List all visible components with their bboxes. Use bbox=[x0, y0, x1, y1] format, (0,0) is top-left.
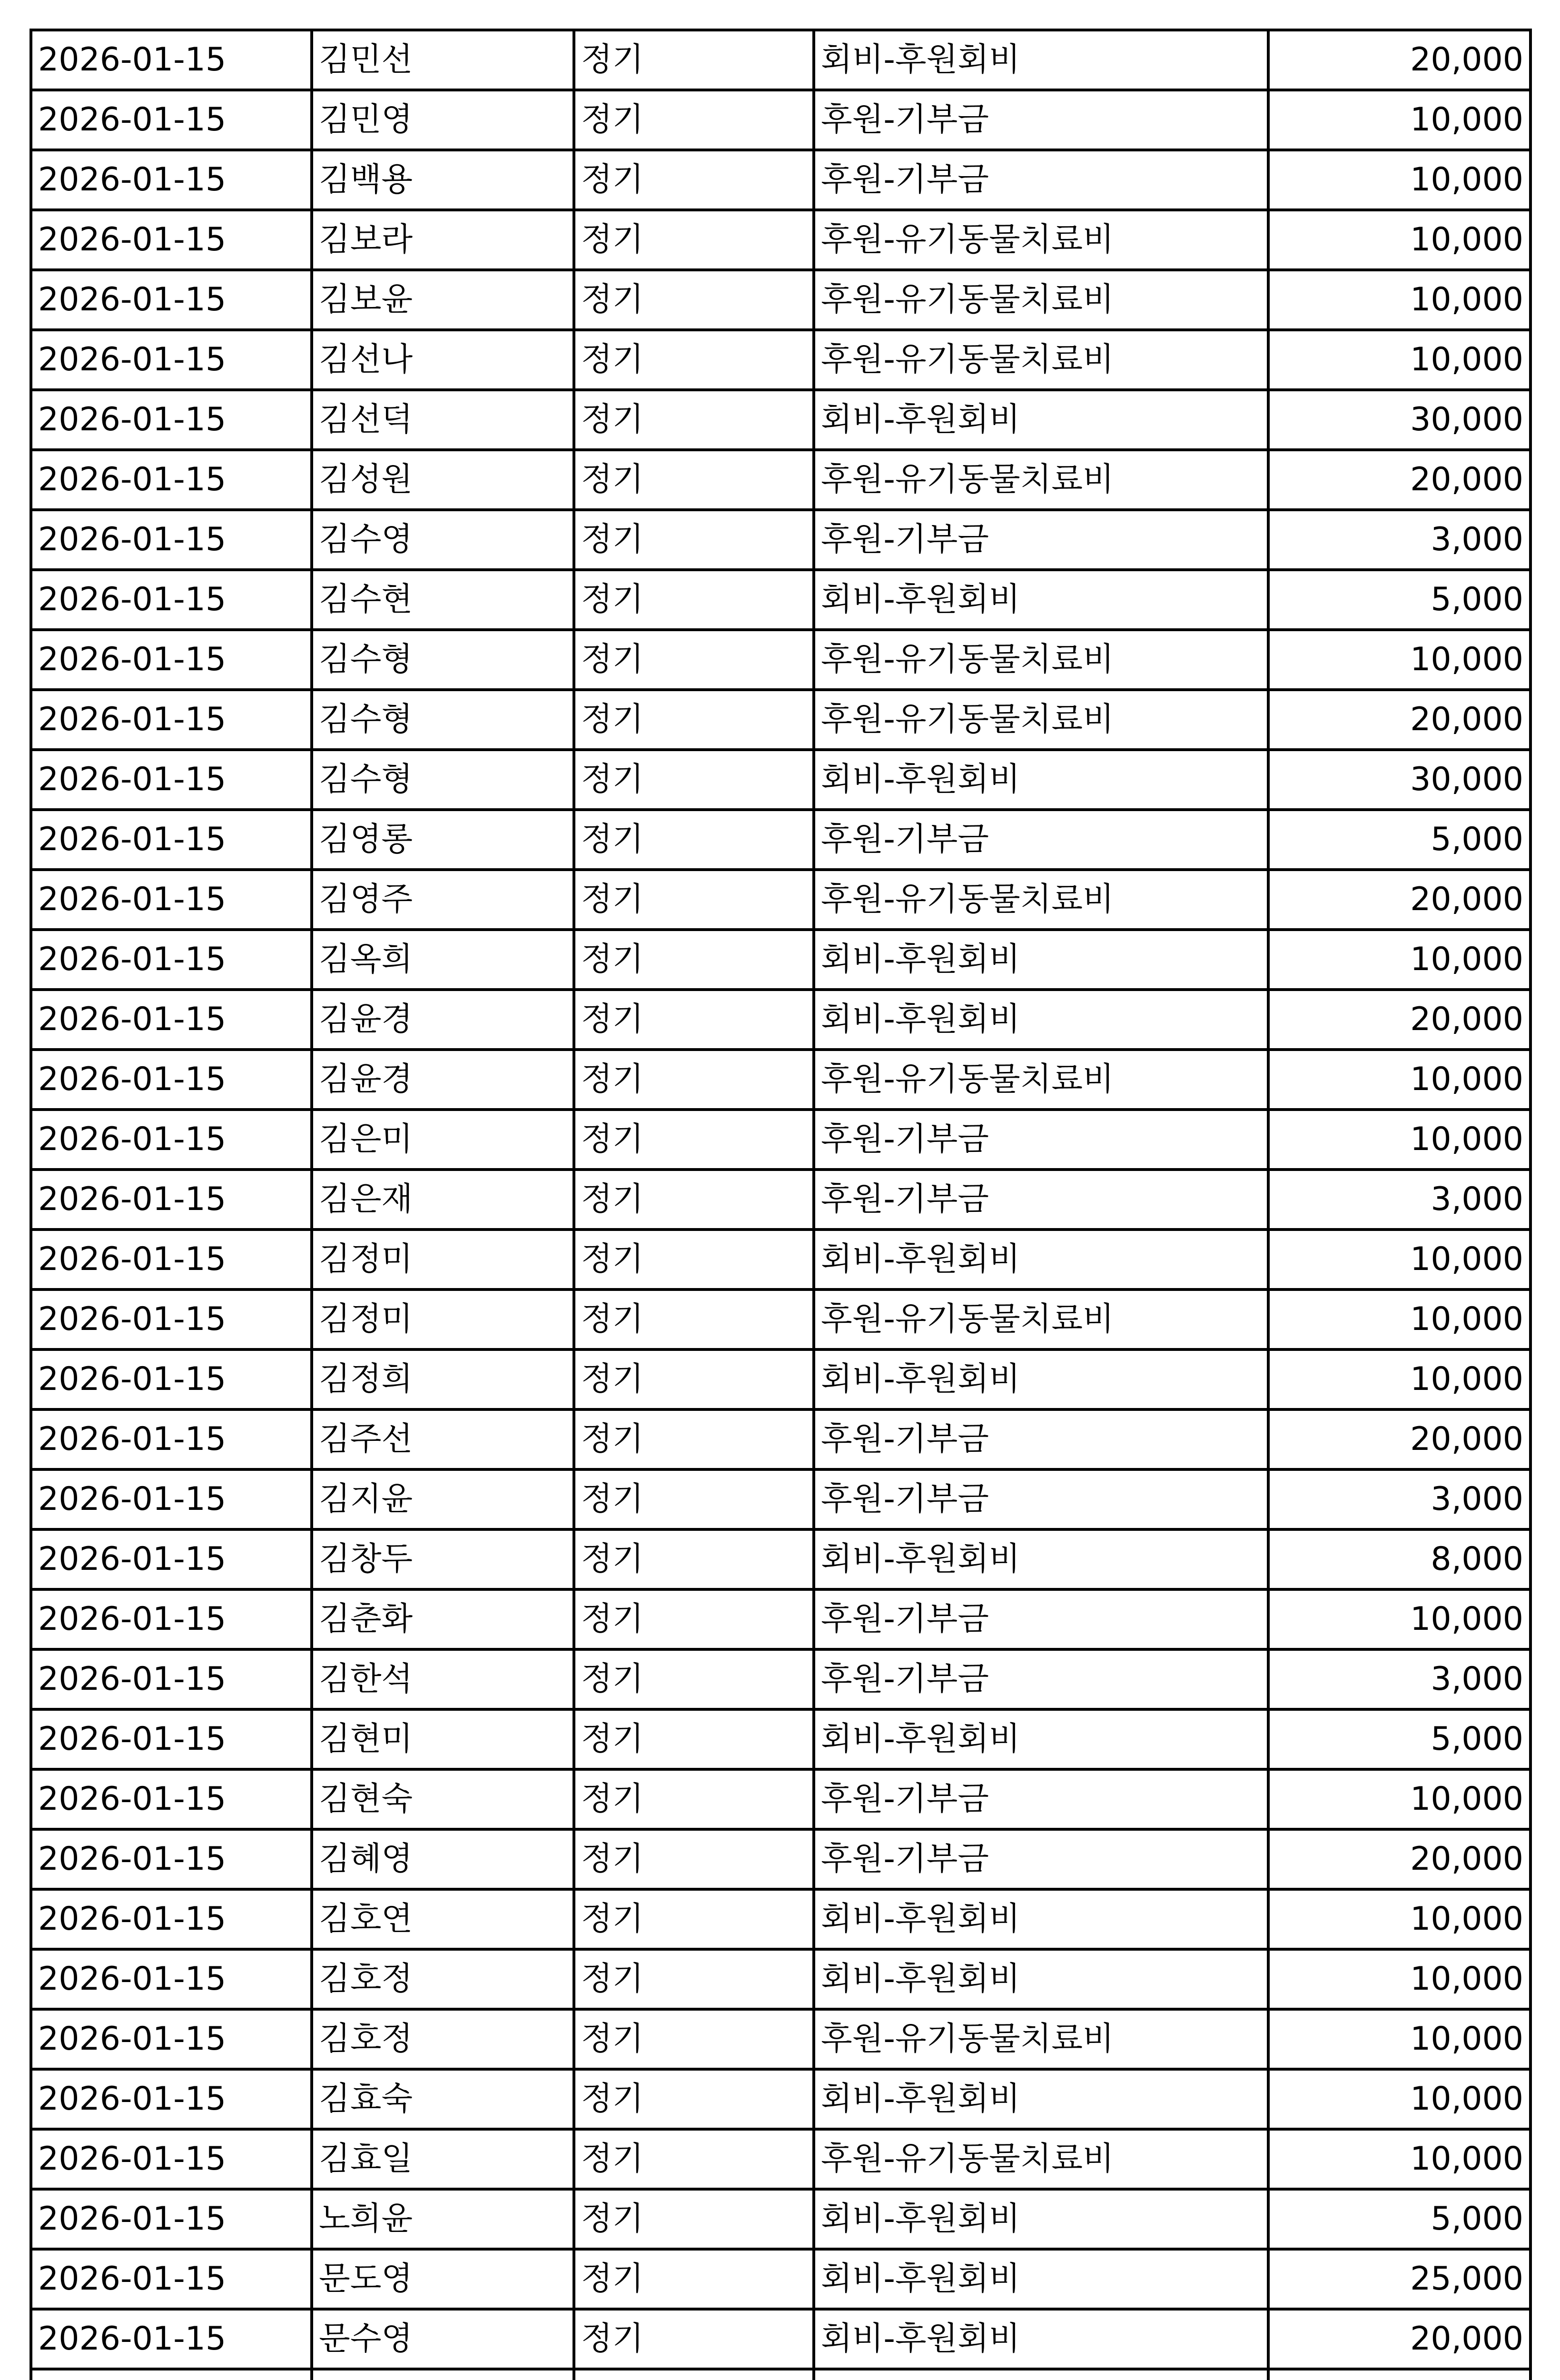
date-cell: 2026-01-15 bbox=[31, 510, 312, 570]
amount-cell: 10,000 bbox=[1268, 90, 1530, 150]
donor-name-cell: 김현숙 bbox=[312, 1769, 574, 1829]
table-row bbox=[31, 630, 1530, 690]
category-cell: 회비-후원회비 bbox=[814, 570, 1268, 630]
amount-cell: 5,000 bbox=[1268, 1709, 1530, 1769]
amount-cell: 25,000 bbox=[1268, 2249, 1530, 2309]
donation-type-cell bbox=[574, 2369, 814, 2380]
donor-name-cell: 문도영 bbox=[312, 2249, 574, 2309]
donor-name-cell: 김정희 bbox=[312, 1349, 574, 1409]
date-cell: 2026-01-15 bbox=[31, 2309, 312, 2369]
amount-cell: 3,000 bbox=[1268, 1469, 1530, 1529]
category-cell: 후원-기부금 bbox=[814, 1110, 1268, 1170]
amount-cell: 20,000 bbox=[1268, 30, 1530, 90]
amount-cell: 10,000 bbox=[1268, 210, 1530, 270]
donor-name-cell: 김민영 bbox=[312, 90, 574, 150]
date-cell: 2026-01-15 bbox=[31, 30, 312, 90]
donation-type-cell: 정기 bbox=[574, 210, 814, 270]
date-cell: 2026-01-15 bbox=[31, 1649, 312, 1709]
date-cell: 2026-01-15 bbox=[31, 1050, 312, 1110]
donation-type-cell: 정기 bbox=[574, 510, 814, 570]
donor-name-cell: 김창두 bbox=[312, 1529, 574, 1589]
date-cell: 2026-01-15 bbox=[31, 1529, 312, 1589]
donation-type-cell: 정기 bbox=[574, 1769, 814, 1829]
donation-type-cell: 정기 bbox=[574, 690, 814, 750]
amount-cell: 5,000 bbox=[1268, 2189, 1530, 2249]
donor-name-cell: 김민선 bbox=[312, 30, 574, 90]
amount-cell: 10,000 bbox=[1268, 1769, 1530, 1829]
donor-name-cell: 김호연 bbox=[312, 1889, 574, 1949]
date-cell: 2026-01-15 bbox=[31, 1289, 312, 1349]
category-cell: 후원-기부금 bbox=[814, 90, 1268, 150]
table-row bbox=[31, 1829, 1530, 1889]
amount-cell: 20,000 bbox=[1268, 450, 1530, 510]
donor-name-cell: 김지윤 bbox=[312, 1469, 574, 1529]
donor-name-cell: 김영주 bbox=[312, 870, 574, 930]
date-cell: 2026-01-15 bbox=[31, 2069, 312, 2129]
donation-type-cell: 정기 bbox=[574, 1469, 814, 1529]
table-row bbox=[31, 2129, 1530, 2189]
table-row bbox=[31, 1469, 1530, 1529]
date-cell: 2026-01-15 bbox=[31, 1230, 312, 1289]
donation-type-cell: 정기 bbox=[574, 1589, 814, 1649]
date-cell: 2026-01-15 bbox=[31, 1409, 312, 1469]
category-cell: 후원-유기동물치료비 bbox=[814, 450, 1268, 510]
category-cell: 후원-기부금 bbox=[814, 1469, 1268, 1529]
table-row bbox=[31, 1349, 1530, 1409]
date-cell: 2026-01-15 bbox=[31, 1769, 312, 1829]
donation-type-cell: 정기 bbox=[574, 1889, 814, 1949]
date-cell: 2026-01-15 bbox=[31, 1469, 312, 1529]
donor-name-cell: 김호정 bbox=[312, 1949, 574, 2009]
date-cell: 2026-01-15 bbox=[31, 690, 312, 750]
donor-name-cell: 김효숙 bbox=[312, 2069, 574, 2129]
table-row bbox=[31, 1050, 1530, 1110]
table-row bbox=[31, 1529, 1530, 1589]
date-cell bbox=[31, 2369, 312, 2380]
date-cell: 2026-01-15 bbox=[31, 1170, 312, 1230]
table-row bbox=[31, 870, 1530, 930]
donor-name-cell: 김수영 bbox=[312, 510, 574, 570]
donation-type-cell: 정기 bbox=[574, 810, 814, 870]
date-cell: 2026-01-15 bbox=[31, 1110, 312, 1170]
category-cell: 후원-유기동물치료비 bbox=[814, 870, 1268, 930]
amount-cell: 3,000 bbox=[1268, 1170, 1530, 1230]
category-cell: 후원-기부금 bbox=[814, 1170, 1268, 1230]
date-cell: 2026-01-15 bbox=[31, 2009, 312, 2069]
date-cell: 2026-01-15 bbox=[31, 930, 312, 990]
amount-cell: 20,000 bbox=[1268, 1829, 1530, 1889]
date-cell: 2026-01-15 bbox=[31, 1889, 312, 1949]
date-cell: 2026-01-15 bbox=[31, 90, 312, 150]
date-cell: 2026-01-15 bbox=[31, 210, 312, 270]
date-cell: 2026-01-15 bbox=[31, 1829, 312, 1889]
donor-name-cell: 김선덕 bbox=[312, 390, 574, 450]
category-cell: 회비-후원회비 bbox=[814, 2309, 1268, 2369]
table-row bbox=[31, 1649, 1530, 1709]
date-cell: 2026-01-15 bbox=[31, 2129, 312, 2189]
table-row bbox=[31, 2069, 1530, 2129]
donation-type-cell: 정기 bbox=[574, 1230, 814, 1289]
category-cell: 회비-후원회비 bbox=[814, 1889, 1268, 1949]
donation-type-cell: 정기 bbox=[574, 1349, 814, 1409]
category-cell: 회비-후원회비 bbox=[814, 750, 1268, 810]
amount-cell: 8,000 bbox=[1268, 1529, 1530, 1589]
donation-type-cell: 정기 bbox=[574, 990, 814, 1050]
donor-name-cell: 노희윤 bbox=[312, 2189, 574, 2249]
table-row bbox=[31, 2009, 1530, 2069]
table-row bbox=[31, 1409, 1530, 1469]
amount-cell: 30,000 bbox=[1268, 390, 1530, 450]
donation-type-cell: 정기 bbox=[574, 1709, 814, 1769]
donation-type-cell: 정기 bbox=[574, 90, 814, 150]
table-row bbox=[31, 270, 1530, 330]
amount-cell: 10,000 bbox=[1268, 930, 1530, 990]
category-cell: 회비-후원회비 bbox=[814, 2069, 1268, 2129]
amount-cell: 10,000 bbox=[1268, 630, 1530, 690]
donation-type-cell: 정기 bbox=[574, 1649, 814, 1709]
donation-type-cell: 정기 bbox=[574, 930, 814, 990]
amount-cell: 10,000 bbox=[1268, 1349, 1530, 1409]
date-cell: 2026-01-15 bbox=[31, 570, 312, 630]
category-cell: 후원-기부금 bbox=[814, 1589, 1268, 1649]
category-cell: 후원-기부금 bbox=[814, 1649, 1268, 1709]
donation-type-cell: 정기 bbox=[574, 450, 814, 510]
table-row bbox=[31, 150, 1530, 210]
amount-cell: 20,000 bbox=[1268, 690, 1530, 750]
donation-type-cell: 정기 bbox=[574, 1829, 814, 1889]
table-row bbox=[31, 1769, 1530, 1829]
donor-name-cell: 김선나 bbox=[312, 330, 574, 390]
donation-type-cell: 정기 bbox=[574, 2009, 814, 2069]
category-cell: 후원-유기동물치료비 bbox=[814, 210, 1268, 270]
donor-name-cell: 김춘화 bbox=[312, 1589, 574, 1649]
donation-type-cell: 정기 bbox=[574, 2309, 814, 2369]
donor-name-cell: 김보윤 bbox=[312, 270, 574, 330]
date-cell: 2026-01-15 bbox=[31, 2249, 312, 2309]
donation-type-cell: 정기 bbox=[574, 1050, 814, 1110]
table-row bbox=[31, 1170, 1530, 1230]
donor-name-cell: 김보라 bbox=[312, 210, 574, 270]
category-cell: 회비-후원회비 bbox=[814, 930, 1268, 990]
table-row bbox=[31, 1709, 1530, 1769]
category-cell: 회비-후원회비 bbox=[814, 30, 1268, 90]
amount-cell bbox=[1268, 2369, 1530, 2380]
donation-type-cell: 정기 bbox=[574, 630, 814, 690]
category-cell: 후원-유기동물치료비 bbox=[814, 1050, 1268, 1110]
category-cell: 회비-후원회비 bbox=[814, 390, 1268, 450]
date-cell: 2026-01-15 bbox=[31, 870, 312, 930]
donor-name-cell: 김은재 bbox=[312, 1170, 574, 1230]
amount-cell: 10,000 bbox=[1268, 2069, 1530, 2129]
table-row bbox=[31, 510, 1530, 570]
date-cell: 2026-01-15 bbox=[31, 330, 312, 390]
amount-cell: 10,000 bbox=[1268, 150, 1530, 210]
donor-name-cell: 김한석 bbox=[312, 1649, 574, 1709]
table-row bbox=[31, 570, 1530, 630]
table-row bbox=[31, 450, 1530, 510]
category-cell: 후원-유기동물치료비 bbox=[814, 330, 1268, 390]
donation-type-cell: 정기 bbox=[574, 570, 814, 630]
donation-type-cell: 정기 bbox=[574, 1409, 814, 1469]
category-cell: 후원-유기동물치료비 bbox=[814, 270, 1268, 330]
category-cell: 회비-후원회비 bbox=[814, 2189, 1268, 2249]
donation-type-cell: 정기 bbox=[574, 1289, 814, 1349]
donor-name-cell: 김정미 bbox=[312, 1289, 574, 1349]
category-cell: 후원-기부금 bbox=[814, 1409, 1268, 1469]
donation-type-cell: 정기 bbox=[574, 870, 814, 930]
donation-type-cell: 정기 bbox=[574, 390, 814, 450]
amount-cell: 10,000 bbox=[1268, 1050, 1530, 1110]
table-row bbox=[31, 810, 1530, 870]
amount-cell: 10,000 bbox=[1268, 270, 1530, 330]
table-row bbox=[31, 1589, 1530, 1649]
date-cell: 2026-01-15 bbox=[31, 390, 312, 450]
donor-name-cell: 김혜영 bbox=[312, 1829, 574, 1889]
category-cell: 후원-유기동물치료비 bbox=[814, 2009, 1268, 2069]
table-row bbox=[31, 990, 1530, 1050]
amount-cell: 10,000 bbox=[1268, 330, 1530, 390]
category-cell: 회비-후원회비 bbox=[814, 1949, 1268, 2009]
donation-type-cell: 정기 bbox=[574, 2129, 814, 2189]
table-row bbox=[31, 30, 1530, 90]
donation-type-cell: 정기 bbox=[574, 2069, 814, 2129]
donation-type-cell: 정기 bbox=[574, 2189, 814, 2249]
date-cell: 2026-01-15 bbox=[31, 1709, 312, 1769]
date-cell: 2026-01-15 bbox=[31, 2189, 312, 2249]
amount-cell: 3,000 bbox=[1268, 510, 1530, 570]
table-row bbox=[31, 690, 1530, 750]
table-row bbox=[31, 1949, 1530, 2009]
amount-cell: 20,000 bbox=[1268, 2309, 1530, 2369]
category-cell: 회비-후원회비 bbox=[814, 1349, 1268, 1409]
category-cell: 회비-후원회비 bbox=[814, 1230, 1268, 1289]
date-cell: 2026-01-15 bbox=[31, 750, 312, 810]
donation-type-cell: 정기 bbox=[574, 750, 814, 810]
amount-cell: 10,000 bbox=[1268, 2129, 1530, 2189]
table-row bbox=[31, 90, 1530, 150]
amount-cell: 20,000 bbox=[1268, 1409, 1530, 1469]
date-cell: 2026-01-15 bbox=[31, 1349, 312, 1409]
date-cell: 2026-01-15 bbox=[31, 150, 312, 210]
category-cell: 회비-후원회비 bbox=[814, 1529, 1268, 1589]
date-cell: 2026-01-15 bbox=[31, 450, 312, 510]
table-row bbox=[31, 330, 1530, 390]
donor-name-cell: 김옥희 bbox=[312, 930, 574, 990]
donor-name-cell: 김수형 bbox=[312, 690, 574, 750]
table-row bbox=[31, 1230, 1530, 1289]
date-cell: 2026-01-15 bbox=[31, 1949, 312, 2009]
table-row bbox=[31, 1889, 1530, 1949]
date-cell: 2026-01-15 bbox=[31, 810, 312, 870]
category-cell: 회비-후원회비 bbox=[814, 2249, 1268, 2309]
table-row bbox=[31, 930, 1530, 990]
amount-cell: 10,000 bbox=[1268, 1230, 1530, 1289]
amount-cell: 5,000 bbox=[1268, 810, 1530, 870]
amount-cell: 20,000 bbox=[1268, 870, 1530, 930]
amount-cell: 10,000 bbox=[1268, 1110, 1530, 1170]
donor-name-cell: 김정미 bbox=[312, 1230, 574, 1289]
donor-name-cell bbox=[312, 2369, 574, 2380]
donation-type-cell: 정기 bbox=[574, 1170, 814, 1230]
category-cell bbox=[814, 2369, 1268, 2380]
table-row bbox=[31, 390, 1530, 450]
donor-name-cell: 김영롱 bbox=[312, 810, 574, 870]
category-cell: 후원-기부금 bbox=[814, 810, 1268, 870]
donation-type-cell: 정기 bbox=[574, 1949, 814, 2009]
date-cell: 2026-01-15 bbox=[31, 1589, 312, 1649]
donor-name-cell: 김현미 bbox=[312, 1709, 574, 1769]
donation-type-cell: 정기 bbox=[574, 1110, 814, 1170]
category-cell: 후원-기부금 bbox=[814, 1829, 1268, 1889]
donation-type-cell: 정기 bbox=[574, 30, 814, 90]
table-row bbox=[31, 2189, 1530, 2249]
donor-name-cell: 김호정 bbox=[312, 2009, 574, 2069]
category-cell: 후원-기부금 bbox=[814, 510, 1268, 570]
date-cell: 2026-01-15 bbox=[31, 270, 312, 330]
donor-name-cell: 문수영 bbox=[312, 2309, 574, 2369]
category-cell: 후원-유기동물치료비 bbox=[814, 690, 1268, 750]
donor-name-cell: 김수현 bbox=[312, 570, 574, 630]
donor-name-cell: 김은미 bbox=[312, 1110, 574, 1170]
category-cell: 회비-후원회비 bbox=[814, 990, 1268, 1050]
donation-ledger-table bbox=[30, 29, 1532, 2380]
category-cell: 회비-후원회비 bbox=[814, 1709, 1268, 1769]
table-row bbox=[31, 750, 1530, 810]
amount-cell: 10,000 bbox=[1268, 1889, 1530, 1949]
amount-cell: 10,000 bbox=[1268, 1949, 1530, 2009]
category-cell: 후원-유기동물치료비 bbox=[814, 630, 1268, 690]
table-row bbox=[31, 2369, 1530, 2380]
donation-type-cell: 정기 bbox=[574, 270, 814, 330]
table-row bbox=[31, 210, 1530, 270]
amount-cell: 3,000 bbox=[1268, 1649, 1530, 1709]
category-cell: 후원-기부금 bbox=[814, 1769, 1268, 1829]
donation-type-cell: 정기 bbox=[574, 150, 814, 210]
donor-name-cell: 김수형 bbox=[312, 630, 574, 690]
table-row bbox=[31, 1289, 1530, 1349]
amount-cell: 20,000 bbox=[1268, 990, 1530, 1050]
donor-name-cell: 김수형 bbox=[312, 750, 574, 810]
category-cell: 후원-유기동물치료비 bbox=[814, 2129, 1268, 2189]
ledger-body bbox=[31, 30, 1530, 2380]
date-cell: 2026-01-15 bbox=[31, 990, 312, 1050]
amount-cell: 10,000 bbox=[1268, 1589, 1530, 1649]
date-cell: 2026-01-15 bbox=[31, 630, 312, 690]
donor-name-cell: 김효일 bbox=[312, 2129, 574, 2189]
table-row bbox=[31, 2249, 1530, 2309]
donation-type-cell: 정기 bbox=[574, 2249, 814, 2309]
donor-name-cell: 김윤경 bbox=[312, 1050, 574, 1110]
amount-cell: 5,000 bbox=[1268, 570, 1530, 630]
category-cell: 후원-유기동물치료비 bbox=[814, 1289, 1268, 1349]
donation-type-cell: 정기 bbox=[574, 1529, 814, 1589]
donor-name-cell: 김윤경 bbox=[312, 990, 574, 1050]
category-cell: 후원-기부금 bbox=[814, 150, 1268, 210]
donor-name-cell: 김주선 bbox=[312, 1409, 574, 1469]
table-row bbox=[31, 1110, 1530, 1170]
donor-name-cell: 김백용 bbox=[312, 150, 574, 210]
amount-cell: 30,000 bbox=[1268, 750, 1530, 810]
table-row bbox=[31, 2309, 1530, 2369]
amount-cell: 10,000 bbox=[1268, 2009, 1530, 2069]
amount-cell: 10,000 bbox=[1268, 1289, 1530, 1349]
donor-name-cell: 김성원 bbox=[312, 450, 574, 510]
donation-type-cell: 정기 bbox=[574, 330, 814, 390]
